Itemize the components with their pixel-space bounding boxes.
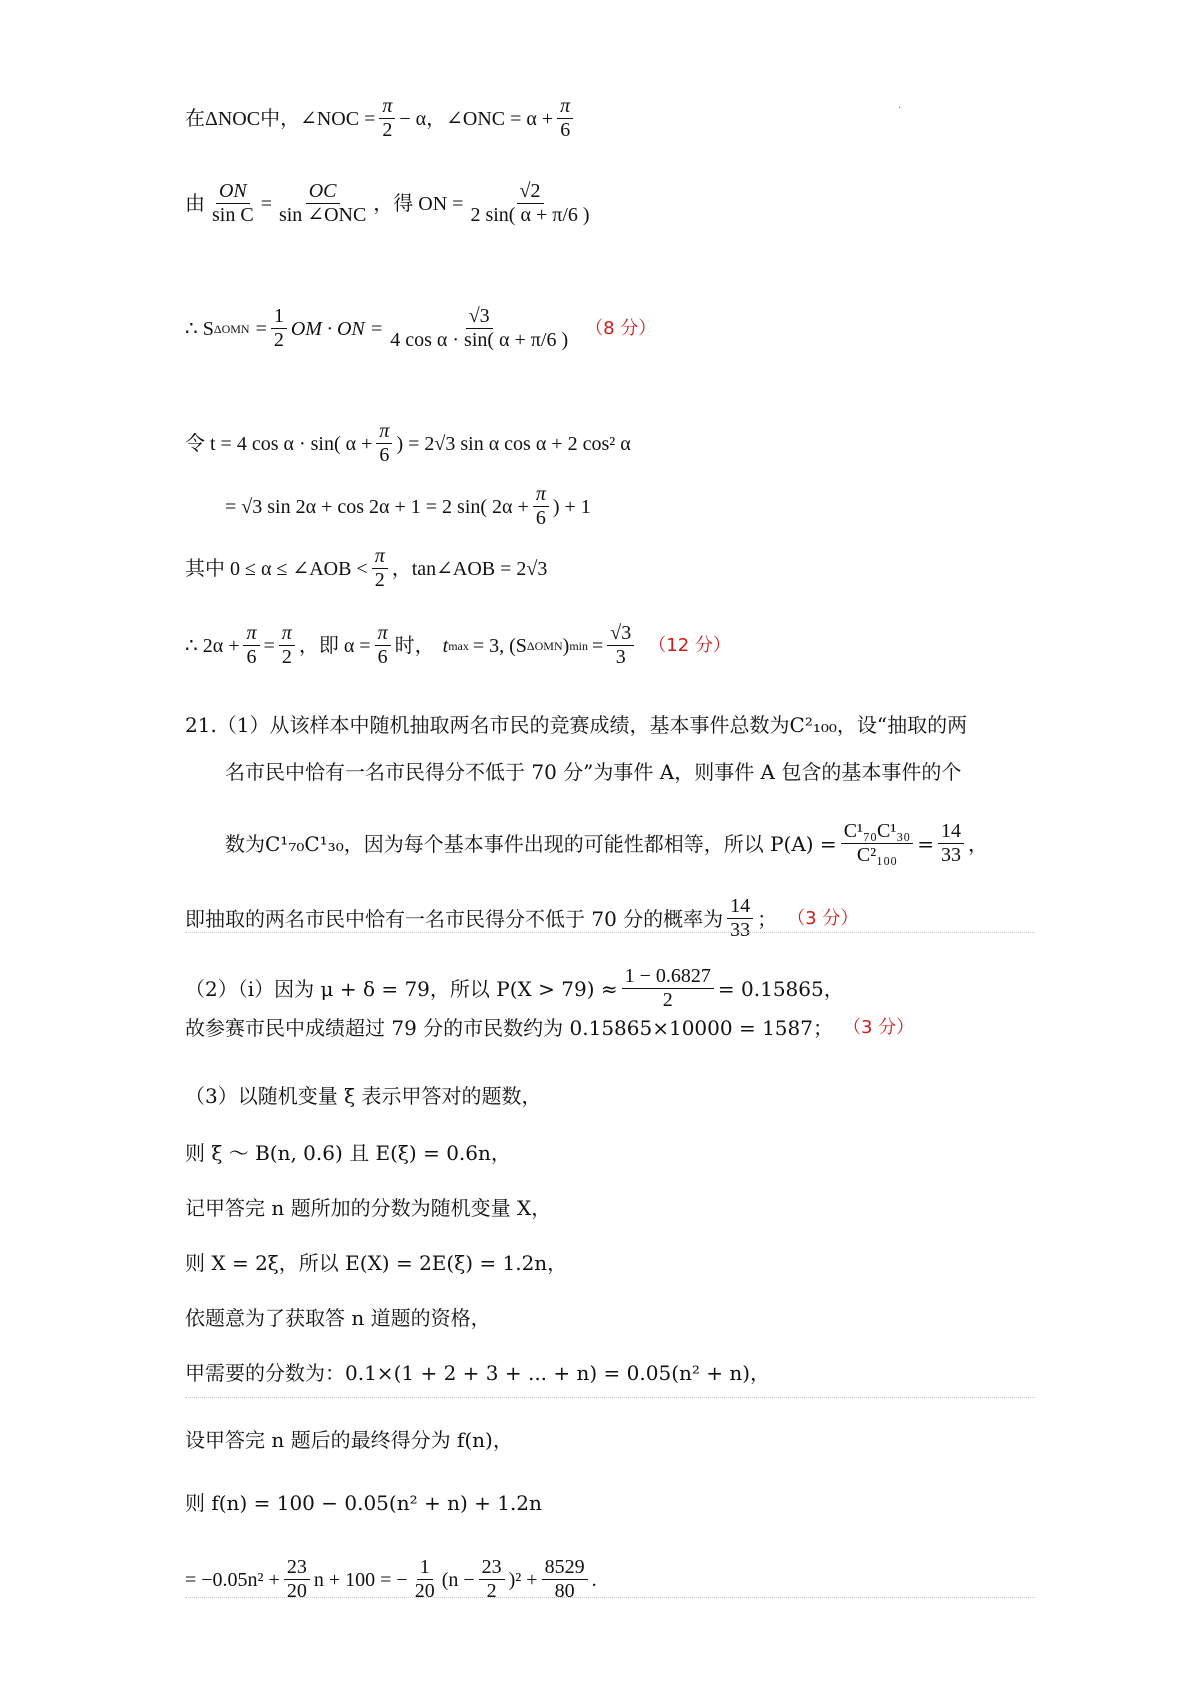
frac-1-20: $\frac{1}{20}$ — [414, 1556, 435, 1602]
frac-23-20: $\frac{23}{20}$ — [284, 1556, 310, 1603]
q21-part1-line2: 名市民中恰有一名市民得分不低于 70 分”为事件 A，则事件 A 包含的基本事件的个 — [225, 760, 962, 784]
frac-oc-sinonc: $\frac{OC}{\text{sin ∠ONC}}$ — [278, 180, 367, 226]
frac-on-sinc: $\frac{ON}{\text{sin C}}$ — [212, 180, 254, 226]
q21-part3-line2: 则 ξ ～ B(n, 0.6) 且 E(ξ) = 0.6n， — [185, 1141, 511, 1165]
frac-pi-over-2: $\frac{\pi}{2}$ — [279, 622, 295, 669]
frac-14-33: $\frac{14}{33}$ — [938, 820, 964, 867]
frac-area-value: $\frac{√3}{\text{4 cos α · sin( α + π/6 )}}$ — [390, 305, 569, 351]
score-8: （8 分） — [585, 317, 657, 339]
stray-mark: · — [898, 103, 902, 114]
frac-pi-over-2: $\frac{\pi}{2}$ — [372, 545, 388, 592]
q21-part1-conclusion: 即抽取的两名市民中恰有一名市民得分不低于 70 分的概率为 $\frac{14}{33}$ ； （3 分） — [185, 895, 859, 941]
score-3: （3 分） — [842, 1017, 915, 1038]
frac-pi-over-6: $\frac{\pi}{6}$ — [376, 420, 392, 467]
eq-let-t: 令 t = 4 cos α · sin( α + $\frac{\pi}{6}$ ) = 2√3 sin α cos α + 2 cos² α — [185, 420, 631, 466]
q21-part2-line2: 故参赛市民中成绩超过 79 分的市民数约为 0.15865×10000 = 1587； （3 分） — [185, 1016, 915, 1040]
eq-sine-rule: 由 $\frac{ON}{\text{sin C}}$ = $\frac{OC}{\text{sin ∠ONC}}$ ，得 ON = $\frac{√2}{2 \sin( \alpha + \pi/6 )}$ — [185, 180, 597, 227]
frac-on-value: $\frac{√2}{2 \sin( \alpha + \pi/6 )}$ — [470, 180, 590, 226]
dotted-separator — [185, 932, 1035, 933]
q21-part3-line9: = −0.05n² + $\frac{23}{20}$ n + 100 = − $\frac{1}{20}$ (n − $\frac{23}{2}$ )² + $\frac{8529}{80}$ . — [185, 1556, 597, 1602]
frac-pi-over-6: $\frac{\pi}{6}$ — [375, 622, 391, 669]
frac-23-2: $\frac{23}{2}$ — [479, 1556, 505, 1603]
frac-8529-80: $\frac{8529}{80}$ — [542, 1556, 588, 1603]
eq-area-omn: ∴ S ΔOMN = $\frac{1}{2}$ OM · ON = $\frac{√3}{\text{4 cos α · sin( α + π/6 )}}$ （8 分） — [185, 305, 657, 351]
q21-part1-line1: 21.（1）从该样本中随机抽取两名市民的竞赛成绩，基本事件总数为C²₁₀₀，设“抽取的两 — [185, 713, 968, 737]
eq-t-simplified: = √3 sin 2α + cos 2α + 1 = 2 sin( 2α + $\frac{\pi}{6}$ ) + 1 — [225, 483, 591, 529]
q21-part3-line4: 则 X = 2ξ，所以 E(X) = 2E(ξ) = 1.2n， — [185, 1251, 568, 1275]
frac-pi-over-6: $\frac{\pi}{6}$ — [557, 95, 573, 142]
dotted-separator — [185, 1597, 1035, 1598]
score-12: （12 分） — [648, 634, 731, 656]
q21-part3-line8: 则 f(n) = 100 − 0.05(n² + n) + 1.2n — [185, 1491, 542, 1515]
q21-part2-line1: （2）（ⅰ）因为 μ + δ = 79，所以 P(X > 79) ≈ $\frac{1 - 0.6827}{2}$ = 0.15865， — [185, 965, 844, 1011]
eq-min-area: ∴ 2α + $\frac{\pi}{6}$ = $\frac{\pi}{2}$ ，即 α = $\frac{\pi}{6}$ 时， t max = 3, (S ΔOMN ) min = $\frac{√3}{3}$ （12 分） — [185, 622, 731, 668]
frac-probability: $\frac{1 - 0.6827}{2}$ — [622, 965, 714, 1012]
eq-angle-noc: 在ΔNOC中，∠NOC = $\frac{\pi}{2}$ − α，∠ONC = α + $\frac{\pi}{6}$ — [185, 95, 577, 142]
frac-combination: $\frac{\text{C¹₇₀C¹₃₀}}{\text{C²₁₀₀}}$ — [841, 820, 914, 867]
q21-part3-line3: 记甲答完 n 题所加的分数为随机变量 X， — [185, 1196, 552, 1220]
frac-sqrt3-over-3: $\frac{√3}{3}$ — [607, 622, 634, 669]
frac-one-half: $\frac{1}{2}$ — [271, 305, 287, 352]
score-3: （3 分） — [787, 907, 859, 929]
frac-pi-over-2: $\frac{\pi}{2}$ — [379, 95, 395, 142]
frac-pi-over-6: $\frac{\pi}{6}$ — [243, 622, 259, 669]
q21-part1-line3: 数为C¹₇₀C¹₃₀，因为每个基本事件出现的可能性都相等，所以 P(A) = $\frac{\text{C¹₇₀C¹₃₀}}{\text{C²₁₀₀}}$ = $\frac{14}{33}$ ， — [225, 820, 989, 866]
dotted-separator — [185, 1397, 1035, 1398]
q21-part3-line5: 依题意为了获取答 n 道题的资格， — [185, 1306, 491, 1330]
q21-part3-line6: 甲需要的分数为：0.1×(1 + 2 + 3 + ... + n) = 0.05(n² + n)， — [185, 1361, 771, 1385]
frac-14-33: $\frac{14}{33}$ — [727, 895, 753, 942]
q21-part3-line7: 设甲答完 n 题后的最终得分为 f(n)， — [185, 1428, 513, 1452]
eq-alpha-range: 其中 0 ≤ α ≤ ∠AOB < $\frac{\pi}{2}$ ，tan∠AOB = 2√3 — [185, 545, 548, 591]
q21-part3-line1: （3）以随机变量 ξ 表示甲答对的题数， — [185, 1084, 542, 1108]
frac-pi-over-6: $\frac{\pi}{6}$ — [533, 483, 549, 530]
